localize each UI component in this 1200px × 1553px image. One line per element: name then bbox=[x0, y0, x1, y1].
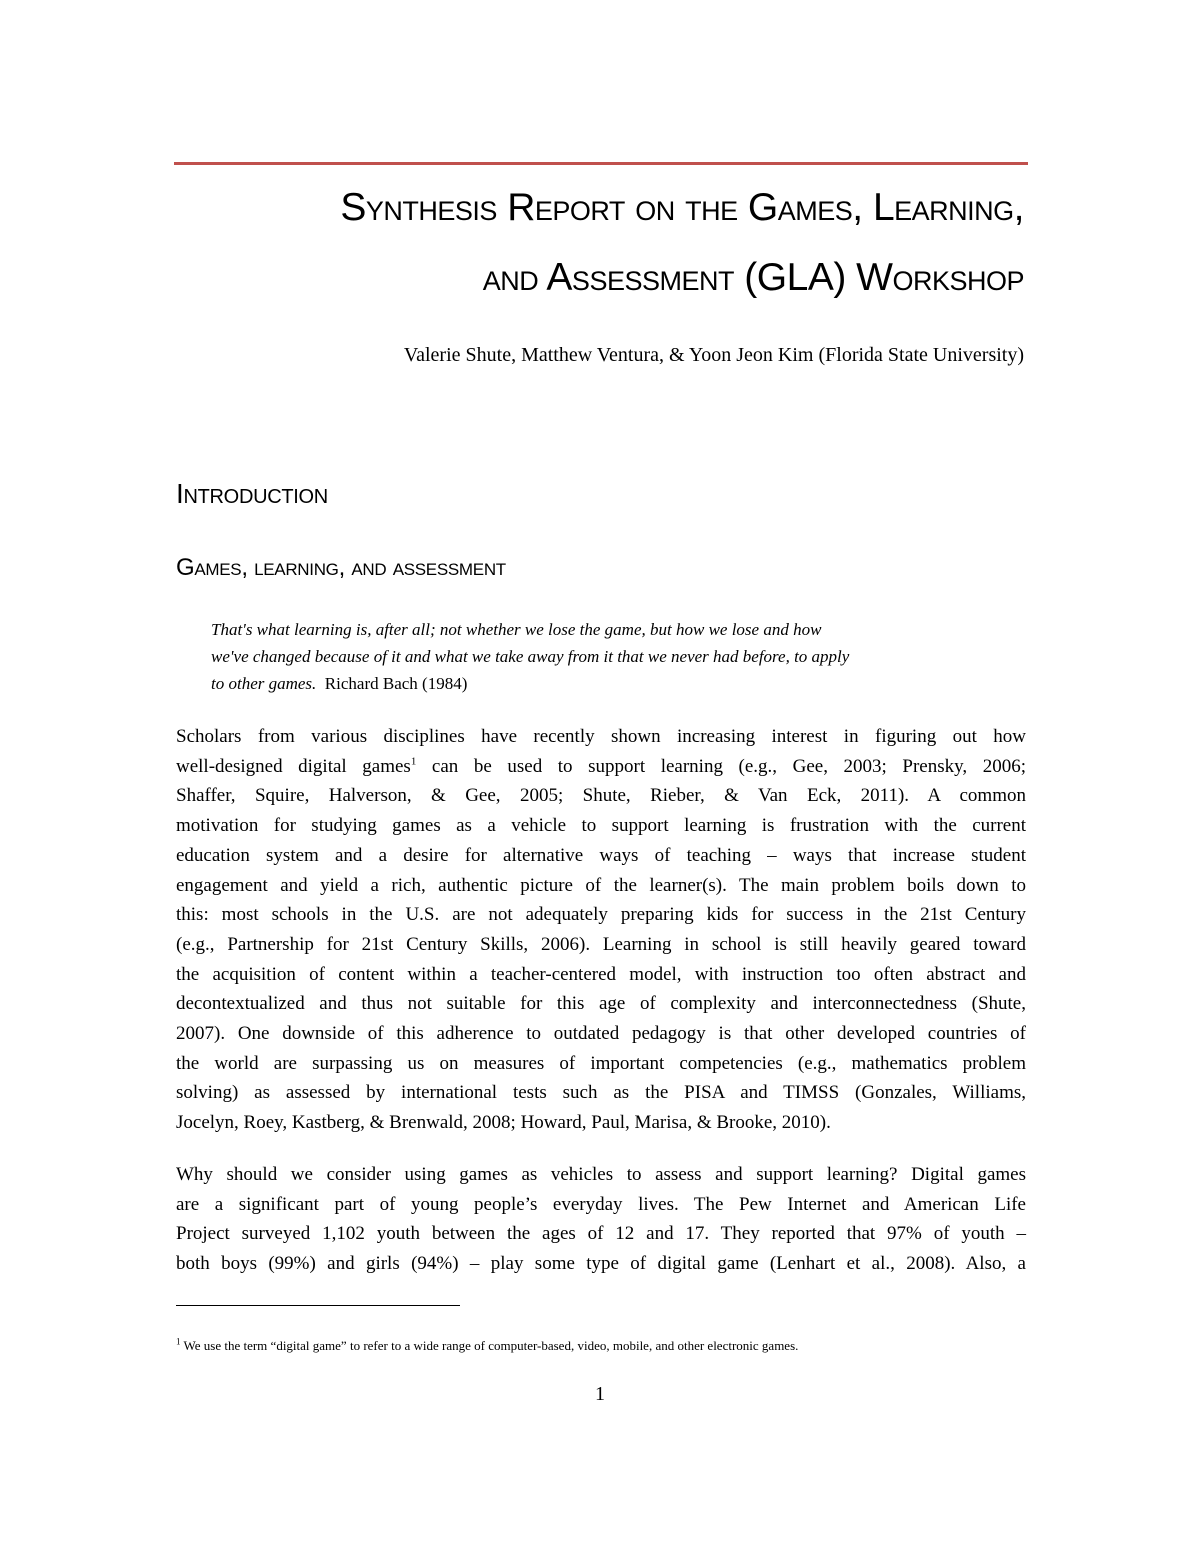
author-line: Valerie Shute, Matthew Ventura, & Yoon Jeon Kim (Florida State University) bbox=[403, 344, 1024, 366]
page-number: 1 bbox=[595, 1383, 605, 1405]
paragraph-line: Shaffer, Squire, Halverson, & Gee, 2005; Shute, Rieber, & Van Eck, 2011). A common bbox=[176, 785, 1026, 807]
report-title-line-1: Synthesis Report on the Games, Learning, bbox=[340, 186, 1024, 229]
paragraph-line: the world are surpassing us on measures of important competencies (e.g., mathematics problem bbox=[176, 1052, 1026, 1074]
paragraph-line: Project surveyed 1,102 youth between the ages of 12 and 17. They reported that 97% of youth – bbox=[176, 1223, 1026, 1245]
paragraph-line: solving) as assessed by international tests such as the PISA and TIMSS (Gonzales, Williams, bbox=[176, 1082, 1026, 1104]
paragraph-line: are a significant part of young people’s everyday lives. The Pew Internet and American Life bbox=[176, 1193, 1026, 1215]
footnote-separator bbox=[176, 1305, 460, 1306]
body-paragraph-1 bbox=[176, 722, 1026, 1138]
paragraph-line: engagement and yield a rich, authentic picture of the learner(s). The main problem boils down to bbox=[176, 874, 1026, 896]
title-rule bbox=[174, 162, 1028, 165]
paragraph-line: 2007). One downside of this adherence to outdated pedagogy is that other developed countries of bbox=[176, 1023, 1026, 1045]
paragraph-line: (e.g., Partnership for 21st Century Skills, 2006). Learning in school is still heavily geared toward bbox=[176, 933, 1026, 955]
epigraph-line: we've changed because of it and what we take away from it that we never had before, to apply bbox=[211, 647, 850, 666]
footnote-reference: 1 bbox=[410, 755, 417, 768]
paragraph-line: Why should we consider using games as vehicles to assess and support learning? Digital games bbox=[176, 1164, 1026, 1185]
paragraph-line: decontextualized and thus not suitable for this age of complexity and interconnectedness (Shute, bbox=[176, 993, 1026, 1015]
paragraph-line: the acquisition of content within a teacher-centered model, with instruction too often abstract and bbox=[176, 963, 1026, 985]
subsection-heading-games-learning-assessment: Games, learning, and assessment bbox=[176, 554, 506, 581]
paragraph-line: this: most schools in the U.S. are not adequately preparing kids for success in the 21st Century bbox=[176, 904, 1026, 926]
paragraph-line: both boys (99%) and girls (94%) – play some type of digital game (Lenhart et al., 2008). Also, a bbox=[176, 1253, 1026, 1275]
report-title-line-2: and Assessment (GLA) Workshop bbox=[482, 256, 1024, 299]
paragraph-line: Scholars from various disciplines have recently shown increasing interest in figuring out how bbox=[176, 726, 1026, 747]
epigraph-line: That's what learning is, after all; not whether we lose the game, but how we lose and how bbox=[211, 620, 822, 639]
epigraph-line: to other games. bbox=[211, 674, 317, 693]
section-heading-introduction: Introduction bbox=[176, 478, 328, 509]
epigraph-attribution: Richard Bach (1984) bbox=[324, 674, 468, 693]
footnote-mark: 1 bbox=[176, 1336, 181, 1347]
paragraph-line: motivation for studying games as a vehicle to support learning is frustration with the current bbox=[176, 815, 1026, 837]
paragraph-line: education system and a desire for alternative ways of teaching – ways that increase student bbox=[176, 844, 1026, 866]
footnote bbox=[176, 1338, 798, 1354]
epigraph bbox=[211, 616, 971, 697]
paragraph-line: well-designed digital games$^1$ can be used to support learning (e.g., Gee, 2003; Prensky, 2006; bbox=[176, 755, 1026, 777]
footnote-text: We use the term “digital game” to refer to a wide range of computer-based, video, mobile, and other electronic games. bbox=[180, 1338, 799, 1353]
paragraph-line: Jocelyn, Roey, Kastberg, & Brenwald, 2008; Howard, Paul, Marisa, & Brooke, 2010). bbox=[176, 1112, 831, 1134]
body-paragraph-2 bbox=[176, 1160, 1026, 1279]
